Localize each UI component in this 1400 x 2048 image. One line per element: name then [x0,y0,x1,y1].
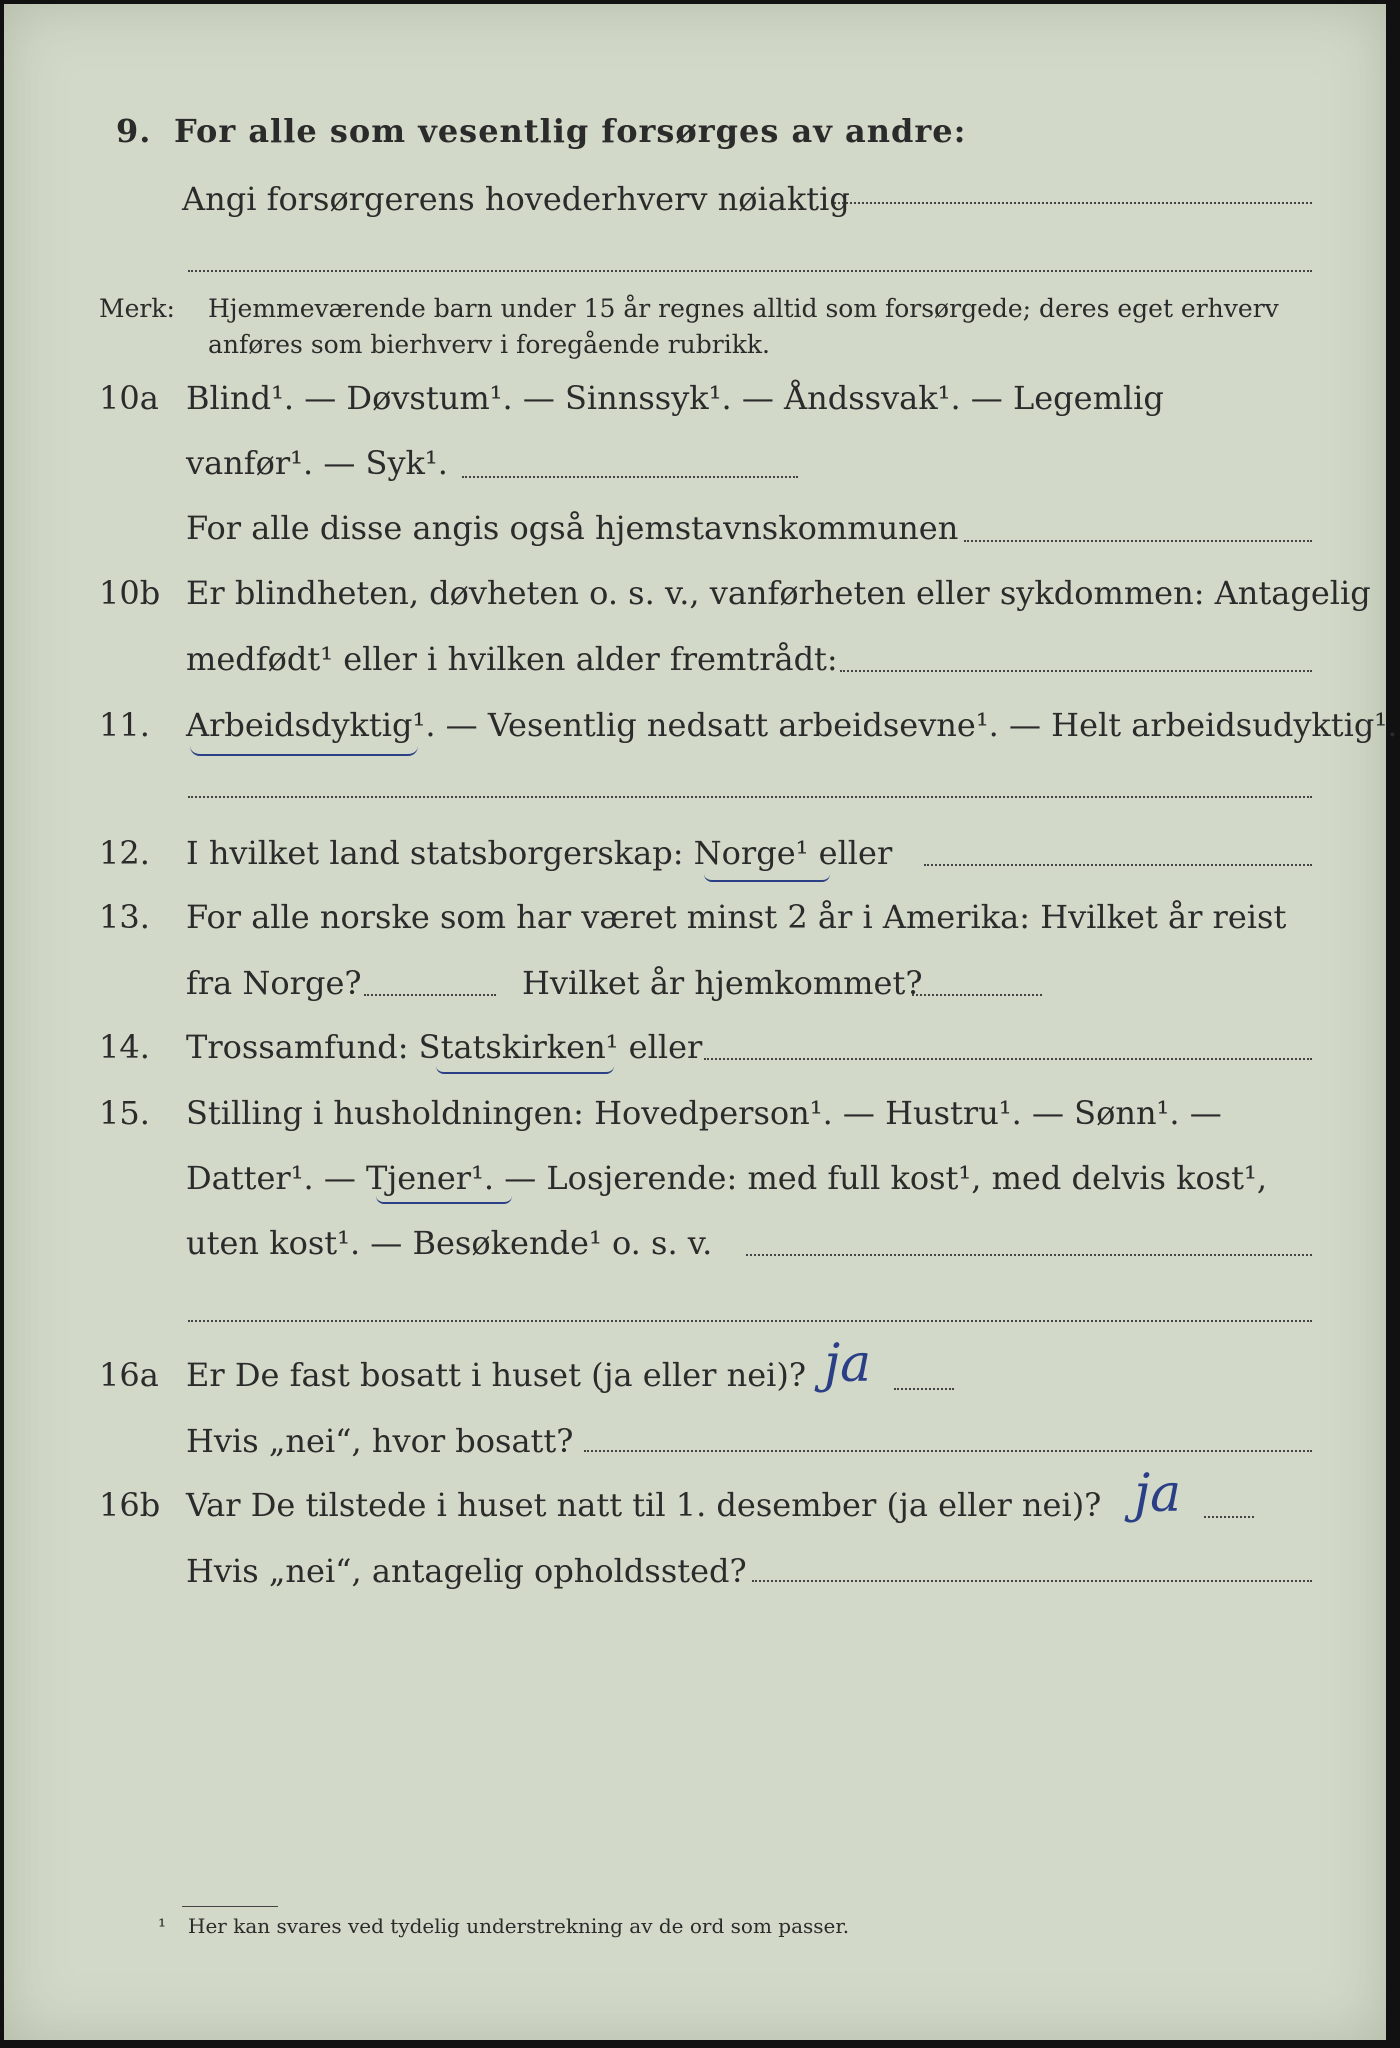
q15-line-2: Datter¹. — Tjener¹. — Losjerende: med full kost¹, med delvis kost¹, [186,1159,1268,1197]
q14-number: 14. [99,1028,150,1066]
q16a-number: 16a [99,1356,159,1394]
q10b-line-1: Er blindheten, døvheten o. s. v., vanførheten eller sykdommen: Antagelig [186,574,1371,612]
q10a-number: 10a [99,379,159,417]
q13-return-year-line[interactable] [912,994,1042,996]
q16b-where-line[interactable] [752,1580,1312,1582]
q10a-home-line[interactable] [964,540,1312,542]
q10b-number: 10b [99,574,161,612]
q10a-answer-line[interactable] [462,476,798,478]
q15-answer-line[interactable] [746,1254,1312,1256]
footnote-rule [182,1906,278,1907]
q16a-line-1: Er De fast bosatt i huset (ja eller nei)? [186,1356,807,1394]
q11-text: Arbeidsdyktig¹. — Vesentlig nedsatt arbeidsevne¹. — Helt arbeidsudyktig¹. [186,706,1398,744]
q10b-line-2: medfødt¹ eller i hvilken alder fremtrådt: [186,640,838,678]
q13-line-2a: fra Norge? [186,964,362,1002]
q12-answer-line[interactable] [924,864,1312,866]
q11-underline [190,746,418,756]
note-label: Merk: [99,294,175,323]
q15-answer-line-2[interactable] [188,1320,1312,1322]
q16b-line-2: Hvis „nei“, antagelig opholdssted? [186,1552,747,1590]
q16a-answer-line[interactable] [894,1388,954,1390]
q13-left-year-line[interactable] [364,994,496,996]
q16a-line-2: Hvis „nei“, hvor bosatt? [186,1422,574,1460]
q13-number: 13. [99,898,150,936]
q10a-line-2: vanfør¹. — Syk¹. [186,444,448,482]
q16b-line-1: Var De tilstede i huset natt til 1. desember (ja eller nei)? [186,1486,1102,1524]
q14-answer-line[interactable] [704,1058,1312,1060]
q14-text: Trossamfund: Statskirken¹ eller [186,1028,703,1066]
q9-number: 9. [116,112,152,150]
q9-heading: For alle som vesentlig forsørges av andre: [174,112,967,150]
q13-line-1: For alle norske som har været minst 2 år i Amerika: Hvilket år reist [186,898,1287,936]
q16b-answer-line[interactable] [1204,1516,1254,1518]
q15-number: 15. [99,1094,150,1132]
q9-answer-line-2[interactable] [188,270,1312,272]
q13-line-2b: Hvilket år hjemkommet? [522,964,923,1002]
footnote-marker: ¹ [158,1914,167,1938]
q11-number: 11. [99,706,150,744]
q11-answer-line[interactable] [188,796,1312,798]
q16b-number: 16b [99,1486,161,1524]
note-line-1: Hjemmeværende barn under 15 år regnes alltid som forsørgede; deres eget erhverv [208,294,1279,323]
q9-answer-line[interactable] [834,202,1312,204]
q9-instruction: Angi forsørgerens hovederhverv nøiaktig [182,180,850,218]
q10a-line-1: Blind¹. — Døvstum¹. — Sinnssyk¹. — Åndssvak¹. — Legemlig [186,379,1164,417]
q15-line-1: Stilling i husholdningen: Hovedperson¹. — Hustru¹. — Sønn¹. — [186,1094,1222,1132]
q15-underline [376,1196,512,1204]
q15-line-3: uten kost¹. — Besøkende¹ o. s. v. [186,1224,713,1262]
footnote-text: Her kan svares ved tydelig understrekning av de ord som passer. [188,1914,850,1938]
note-line-2: anføres som bierhverv i foregående rubrikk. [208,330,770,359]
q16a-where-line[interactable] [584,1450,1312,1452]
form-page [4,4,1398,2040]
q12-underline [704,874,830,882]
q10b-answer-line[interactable] [840,670,1312,672]
q16b-handwritten-answer: ja [1134,1464,1182,1524]
q12-text: I hvilket land statsborgerskap: Norge¹ eller [186,834,893,872]
q14-underline [436,1066,614,1074]
q10a-line-3: For alle disse angis også hjemstavnskommunen [186,509,959,547]
q12-number: 12. [99,834,150,872]
q16a-handwritten-answer: ja [824,1334,872,1394]
